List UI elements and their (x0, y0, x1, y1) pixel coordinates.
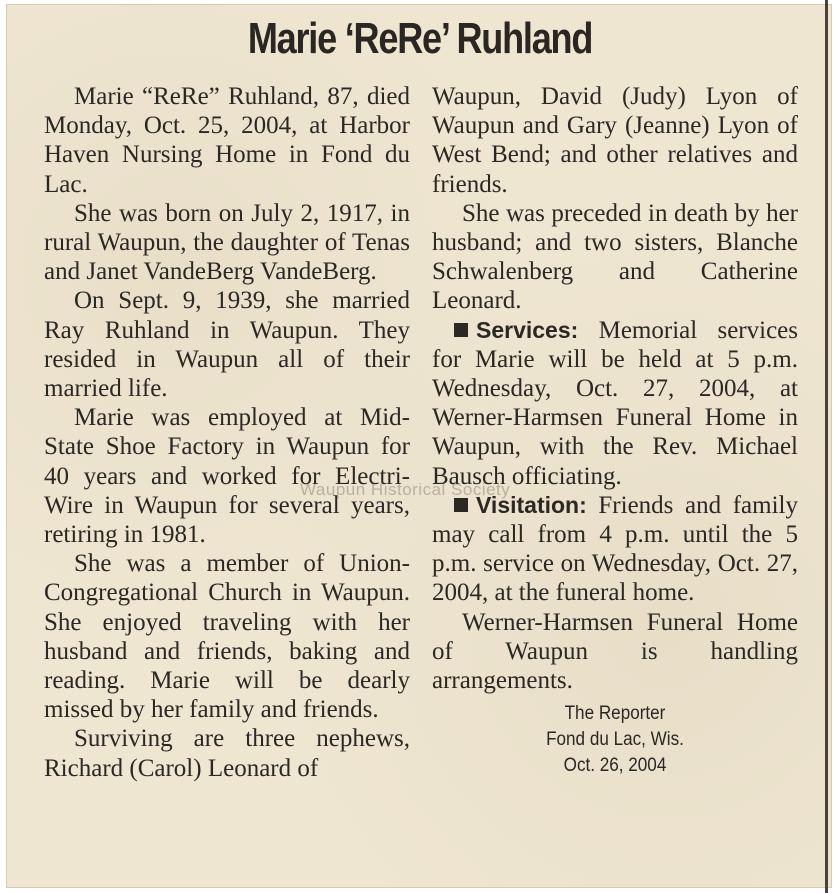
paragraph-employment: Marie was employed at Mid-State Shoe Factory in Waupun for 40 years and worked for Electri-Wire in Waupun for several years, retiring in 1981. (44, 404, 410, 549)
paragraph-survivors-continued: Waupun, David (Judy) Lyon of Waupun and Gary (Jeanne) Lyon of West Bend; and other relatives and friends. (432, 83, 798, 198)
credit-publication: The Reporter (564, 703, 666, 725)
credit-date: Oct. 26, 2004 (563, 755, 667, 777)
paragraph-birth: She was born on July 2, 1917, in rural Waupun, the daughter of Tenas and Janet VandeBerg VandeBerg. (44, 199, 410, 286)
right-column (432, 82, 798, 779)
paragraph-preceded: She was preceded in death by her husband; and two sisters, Blanche Schwalenberg and Catherine Leonard. (432, 199, 798, 315)
services-text: Memorial services for Marie will be held at 5 p.m. Wednesday, Oct. 27, 2004, at Werner-Harmsen Funeral Home in Waupun, with the Rev. Michael Bausch officiating. (432, 316, 798, 490)
services-label: Services: (476, 316, 579, 343)
visitation-label: Visitation: (476, 491, 587, 518)
paragraph-marriage: On Sept. 9, 1939, she married Ray Ruhland in Waupun. They resided in Waupun all of their married life. (44, 287, 410, 403)
source-credit (450, 701, 779, 779)
watermark-text: Waupun Historical Society (300, 480, 511, 499)
paragraph-church: She was a member of Union-Congregational Church in Waupun. She enjoyed traveling with her husband and friends, baking and reading. Marie will be dearly missed by her family and friends. (44, 550, 410, 724)
square-bullet-icon (454, 323, 468, 337)
paragraph-visitation (432, 491, 798, 608)
paragraph-death: Marie “ReRe” Ruhland, 87, died Monday, Oct. 25, 2004, at Harbor Haven Nursing Home in Fond du Lac. (44, 83, 410, 198)
credit-location: Fond du Lac, Wis. (546, 729, 684, 751)
page-edge (825, 0, 828, 893)
visitation-text: Friends and family may call from 4 p.m. until the 5 p.m. service on Wednesday, Oct. 27, 2004, at the funeral home. (432, 491, 798, 607)
left-column (44, 82, 410, 783)
paragraph-arrangements: Werner-Harmsen Funeral Home of Waupun is handling arrangements. (432, 608, 798, 695)
paragraph-services (432, 316, 798, 491)
obituary-headline: Marie ‘ReRe’ Ruhland (247, 14, 593, 63)
paragraph-survivors-start: Surviving are three nephews, Richard (Carol) Leonard of (44, 725, 410, 782)
